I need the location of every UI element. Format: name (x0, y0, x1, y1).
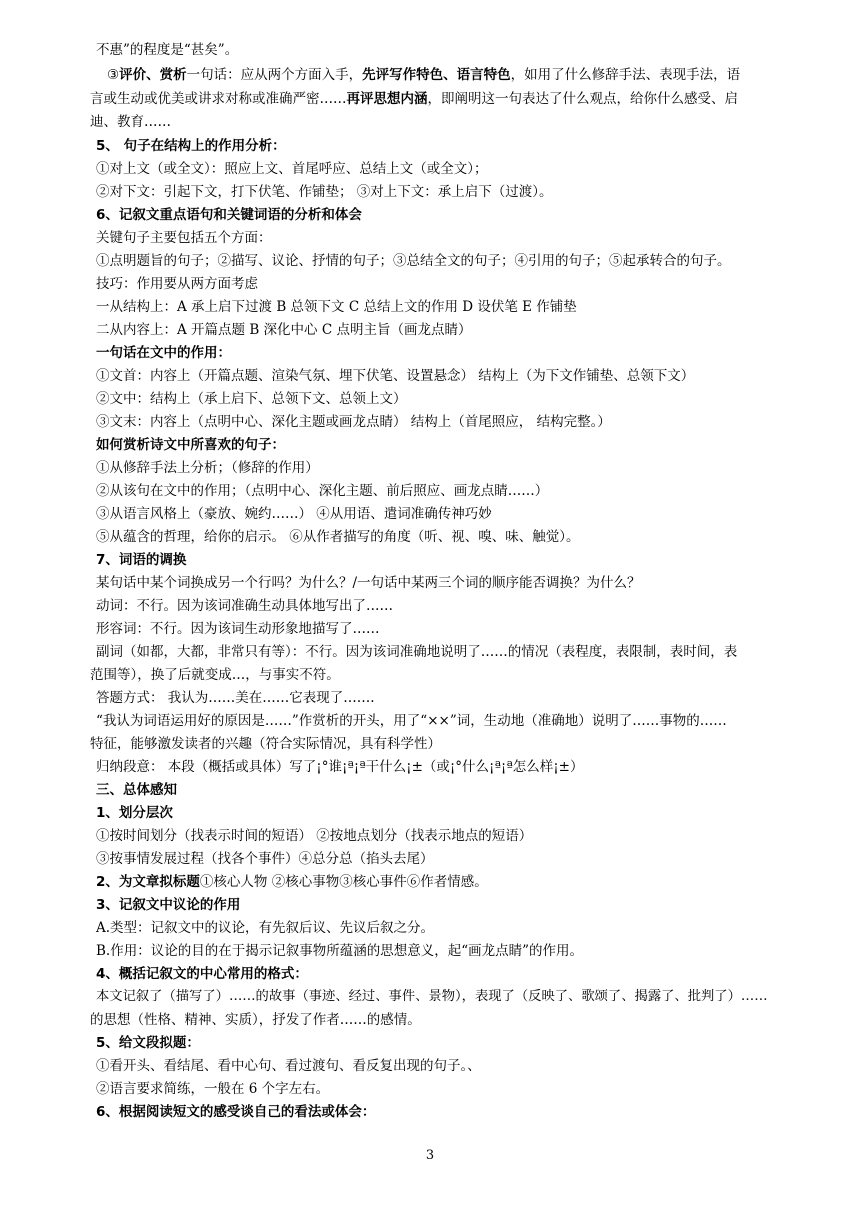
text-line-9: 关键句子主要包括五个方面： (96, 230, 272, 246)
text-line-2: ③评价、赏析一句话：应从两个方面入手，先评写作特色、语言特色，如用了什么修辞手法、表现手法，语 (107, 67, 741, 83)
heading-personal-views: 6、根据阅读短文的感受谈自己的看法或体会： (96, 1104, 376, 1120)
text-line-29: 答题方式： 我认为……美在……它表现了……. (96, 690, 375, 706)
text-line-22: ⑤从蕴含的哲理，给你的启示。 ⑥从作者描写的角度（听、视、嗅、味、触觉）。 (96, 529, 580, 545)
text-line-27: 副词（如都，大都，非常只有等）：不行。因为该词准确地说明了……的情况（表程度，表限制，表时间，表 (96, 644, 738, 660)
heading-sentence-role: 一句话在文中的作用： (96, 345, 231, 361)
text-line-10: ①点明题旨的句子；②描写、议论、抒情的句子；③总结全文的句子；④引用的句子；⑤起承转合的句子。 (96, 253, 731, 269)
heading-paragraph-title: 5、给文段拟题： (96, 1035, 200, 1051)
text-line-11: 技巧：作用要从两方面考虑 (96, 276, 258, 292)
text-line-24: 某句话中某个词换成另一个行吗？为什么？/一句话中某两三个词的顺序能否调换？为什么？ (96, 575, 641, 591)
text-line-13: 二从内容上：A 开篇点题 B 深化中心 C 点明主旨（画龙点睛） (96, 322, 472, 338)
heading-appreciate-sentences: 如何赏析诗文中所喜欢的句子： (96, 437, 285, 453)
text-line-26: 形容词：不行。因为该词生动形象地描写了…… (96, 621, 380, 637)
heading-word-swap: 7、词语的调换 (96, 552, 187, 568)
text-line-45: ①看开头、看结尾、看中心句、看过渡句、看反复出现的句子。、 (96, 1058, 481, 1074)
text-line-30: “我认为词语运用好的原因是……”作赏析的开头，用了“××”词，生动地（准确地）说明了……事物的…… (96, 713, 727, 729)
text-line-43: 的思想（性格、精神、实质），抒发了作者……的感情。 (90, 1012, 421, 1028)
text-line-46: ②语言要求简练，一般在 6 个字左右。 (96, 1081, 330, 1097)
text-line-15: ①文首：内容上（开篇点题、渲染气氛、埋下伏笔、设置悬念） 结构上（为下文作铺垫、总领下文） (96, 368, 695, 384)
text-line-3: 言或生动或优美或讲求对称或准确严密……再评思想内涵，即阐明这一句表达了什么观点，给你什么感受、启 (90, 91, 738, 107)
text-line-17: ③文末：内容上（点明中心、深化主题或画龙点睛） 结构上（首尾照应， 结构完整。） (96, 414, 611, 430)
text-line-32: 归纳段意： 本段（概括或具体）写了¡°谁¡ª¡ª干什么¡±（或¡°什么¡ª¡ª怎么样¡±） (96, 759, 584, 775)
heading-sentence-structure: 5、 句子在结构上的作用分析： (96, 138, 286, 154)
text-line-21: ③从语言风格上（豪放、婉约……） ④从用语、遣词准确传神巧妙 (96, 506, 492, 522)
text-line-20: ②从该句在文中的作用；（点明中心、深化主题、前后照应、画龙点睛……） (96, 483, 549, 499)
text-line-1: 不惠”的程度是“甚矣”。 (96, 42, 239, 58)
heading-divide-levels: 1、划分层次 (96, 805, 173, 821)
text-line-4: 迪、教育…… (90, 114, 171, 130)
text-line-6: ①对上文（或全文）：照应上文、首尾呼应、总结上文（或全文）； (96, 161, 488, 177)
text-line-40: B.作用：议论的目的在于揭示记叙事物所蕴涵的思想意义，起“画龙点睛”的作用。 (96, 943, 584, 959)
text-line-19: ①从修辞手法上分析；（修辞的作用） (96, 460, 319, 476)
text-line-39: A.类型：记叙文中的议论，有先叙后议、先议后叙之分。 (96, 920, 435, 936)
text-line-42: 本文记叙了（描写了）……的故事（事迹、经过、事件、景物），表现了（反映了、歌颂了、揭露了、批判了）…… (96, 989, 768, 1004)
heading-argument-role: 3、记叙文中议论的作用 (96, 897, 241, 913)
text-line-37: 2、为文章拟标题①核心人物 ②核心事物③核心事件⑥作者情感。 (96, 874, 488, 890)
text-line-25: 动词：不行。因为该词准确生动具体地写出了…… (96, 598, 393, 614)
text-line-35: ①按时间划分（找表示时间的短语） ②按地点划分（找表示地点的短语） (96, 828, 533, 844)
text-line-12: 一从结构上：A 承上启下过渡 B 总领下文 C 总结上文的作用 D 设伏笔 E 作铺垫 (96, 299, 577, 315)
heading-key-sentences: 6、记叙文重点语句和关键词语的分析和体会 (96, 207, 362, 223)
text-line-16: ②文中：结构上（承上启下、总领下文、总领上文） (96, 391, 407, 407)
text-line-7: ②对下文：引起下文，打下伏笔、作铺垫； ③对上下文：承上启下（过渡）。 (96, 184, 553, 200)
heading-summarize-center: 4、概括记叙文的中心常用的格式： (96, 966, 308, 982)
text-line-31: 特征，能够激发读者的兴趣（符合实际情况，具有科学性） (90, 736, 441, 752)
text-line-36: ③按事情发展过程（找各个事件）④总分总（掐头去尾） (96, 851, 434, 867)
page-number: 3 (425, 1148, 435, 1163)
text-line-28: 范围等），换了后就变成…，与事实不符。 (90, 667, 340, 683)
heading-overall-perception: 三、总体感知 (96, 782, 177, 798)
